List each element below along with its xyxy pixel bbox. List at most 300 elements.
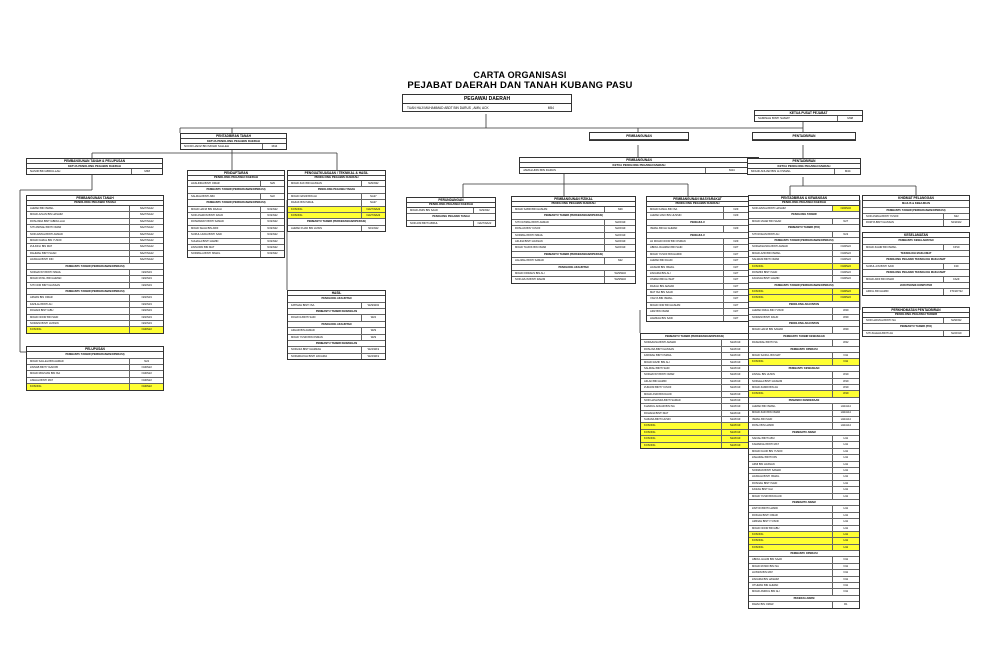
staff-name: SITI NOR BINTI HASSAN <box>30 283 60 287</box>
staff-grade: N19/N22 <box>832 251 859 256</box>
staff-grade: N22 <box>260 194 284 199</box>
staff-grade: W29/W32 <box>604 277 635 282</box>
staff-grade: N22/N19 <box>721 347 748 352</box>
chart-subtitle: PEJABAT DAERAH DAN TANAH KUBANG PASU <box>407 80 633 91</box>
staff-name: KOSONG <box>30 328 42 332</box>
staff-grade: N22/N19 <box>721 366 748 371</box>
staff-grade: N19/N22 <box>260 245 284 250</box>
unit-title: HASIL <box>288 291 385 296</box>
staff-grade: N19/N22 <box>832 244 859 249</box>
staff-name: HAMZAH BIN SAID <box>650 316 673 320</box>
staff-grade: N11 <box>832 564 859 569</box>
staff-name: FAZILAH BINTI ALI <box>30 302 53 306</box>
staff-grade: W29 <box>832 315 859 320</box>
unit-subtitle: PENOLONG PEGAWAI DAERAH <box>188 176 284 181</box>
unit-title: KHIDMAT PELANGGAN <box>863 196 969 201</box>
staff-name: PENOLONG AKAUNTAN <box>789 302 819 306</box>
unit-box <box>862 307 970 337</box>
staff-grade: KP19 <box>943 245 969 250</box>
pembangunan-kp-box <box>519 157 759 174</box>
staff-grade: N27 <box>723 271 748 276</box>
staff-name: AZHAR BIN AHMAD <box>291 329 315 333</box>
pembangunan-title: PEMBANGUNAN <box>590 133 688 140</box>
staff-name: HASNAH BINTI DIN <box>30 258 54 262</box>
unit-box <box>862 195 970 227</box>
staff-grade: N11 <box>832 577 859 582</box>
staff-name: KOSONG <box>291 213 303 217</box>
pembangunan-kp-grade: M44 <box>705 168 758 173</box>
staff-name: AISHAH BINTI MAT <box>30 378 54 382</box>
pembangunan-tanah-title: PEMBANGUNAN TANAH & PELUPUSAN <box>27 159 162 164</box>
head-grade: M54 <box>547 105 554 110</box>
head-name: TUAN HAJI MUHAMMAD ABDT BIN DARUS , AMN, ACK <box>407 105 489 110</box>
staff-name: MOHD ZAKI BIN HASSAN <box>291 181 322 185</box>
staff-name: PEMBANTU TADBIR (P/O) <box>900 325 932 329</box>
staff-grade: H11 <box>832 513 859 518</box>
staff-name: KOSONG <box>752 392 764 396</box>
staff-name: PENOLONG AKAUNTAN <box>558 265 589 269</box>
staff-name: PENOLONG PEGAWAI TEKNOLOGI MAKLUMAT <box>886 258 946 262</box>
staff-name: KOSONG <box>752 532 764 536</box>
staff-name: ISMAIL BIN SAID <box>752 417 773 421</box>
staff-name: ZAINAL BIN HUSIN <box>752 373 775 377</box>
staff-grade: H11 <box>832 545 859 550</box>
staff-grade: W29/W32 <box>361 303 385 308</box>
staff-grade: W22 <box>361 315 385 320</box>
staff-grade: N19/N22 <box>129 384 163 389</box>
staff-name: AHMAD FUAD BIN HUSIN <box>291 226 322 230</box>
staff-name: HASLINDA BINTI OMAR <box>191 181 220 185</box>
unit-subtitle: PENOLONG PEGAWAI DAERAH <box>407 203 495 208</box>
staff-grade: N19/N22 <box>260 207 284 212</box>
staff-name: MOHD NOOR BIN SAID <box>30 315 59 319</box>
staff-name: KOSONG <box>291 207 303 211</box>
staff-name: NORHIDAYAH BINTI ZAKARIA <box>291 354 328 358</box>
staff-name: ZAKARIA BIN ALI <box>650 271 671 275</box>
staff-grade: H11 <box>832 468 859 473</box>
staff-name: RAZAK BIN ISMAIL <box>291 201 314 205</box>
pembangunan-tanah-pelupusan-box <box>26 158 163 175</box>
staff-grade: FT19/FT22 <box>943 289 969 294</box>
pegawai-daerah-box <box>402 94 572 112</box>
staff-grade: N29 <box>604 207 635 212</box>
staff-grade: N11 <box>832 570 859 575</box>
staff-grade: N22/N19 <box>721 385 748 390</box>
staff-grade: NA27/NA22 <box>129 232 163 237</box>
unit-subtitle: PENOLONG PEGAWAI DAERAH <box>512 202 635 207</box>
staff-grade: NA27/NA22 <box>129 244 163 249</box>
staff-grade: F29 <box>943 264 969 269</box>
staff-name: NORAINI BINTI DAUD <box>752 315 779 319</box>
staff-name: MOHD ASRI BIN DAUD <box>644 392 672 396</box>
staff-grade: N22/N19 <box>604 226 635 231</box>
staff-name: RAHMAH BINTI SAAD <box>30 251 57 255</box>
staff-grade: N19/N22 <box>260 251 284 256</box>
staff-grade: N11 <box>832 583 859 588</box>
staff-grade: H11 <box>832 442 859 447</box>
staff-grade: N22/N19 <box>604 220 635 225</box>
unit-box <box>748 195 860 609</box>
staff-name: PEMBANTU TADBIR KEWANGAN <box>783 334 825 338</box>
staff-grade: H11 <box>832 455 859 460</box>
staff-grade: N27 <box>723 277 748 282</box>
staff-name: PENOLONG AKAUNTAN <box>321 297 352 301</box>
staff-grade: N22/N19 <box>604 239 635 244</box>
staff-row <box>27 384 163 389</box>
staff-name: PEMBANTU TADBIR (P/O) <box>788 226 820 230</box>
staff-name: JURUTEKNIK KOMPUTER <box>899 283 933 287</box>
staff-name: KOSONG <box>752 545 764 549</box>
staff-grade: N19/N22 <box>129 371 163 376</box>
staff-grade: N11 <box>832 557 859 562</box>
staff-name: ISMAIL BIN HJ AHMAD <box>650 227 678 231</box>
staff-grade: N29/N32 <box>361 181 385 186</box>
staff-grade: W19 <box>832 391 859 396</box>
staff-name: KOSONG <box>644 424 656 428</box>
staff-name: ROSLINDA BINTI ABDULLAH <box>30 219 65 223</box>
unit-box <box>287 290 386 360</box>
staff-name: PEMBANTU TADBIR (PERKERANIAN/OPERASI) <box>544 252 603 256</box>
staff-name: PEMBANTU TADBIR (PERKERANIAN/OPERASI) <box>886 208 946 212</box>
staff-grade: FA29 <box>943 277 969 282</box>
staff-grade: N29 <box>723 207 748 212</box>
staff-grade: NA27/NA22 <box>129 238 163 243</box>
staff-name: MOHD AMIN BIN SAAD <box>410 208 438 212</box>
staff-name: PEMBANTU OPERASI <box>790 347 818 351</box>
staff-name: NORMALA BINTI ISMAIL <box>191 252 221 256</box>
unit-box <box>187 170 285 258</box>
staff-name: ZULKIFLI BIN MAT <box>30 245 53 249</box>
staff-name: KOSONG <box>644 443 656 447</box>
staff-name: YAHYA BIN ISMAIL <box>650 297 673 301</box>
head-title: PEGAWAI DAERAH <box>403 95 571 104</box>
staff-name: ZAHARAH BINTI DIN <box>752 456 777 460</box>
staff-grade: H11 <box>832 526 859 531</box>
staff-name: AHMAD BIN ISMAIL <box>30 206 54 210</box>
staff-grade: H11/H14 <box>832 423 859 428</box>
staff-grade: H11 <box>832 474 859 479</box>
staff-grade: W22 <box>832 340 859 345</box>
pembangunan-kp-name: JAMALUDIN BIN DARUS <box>523 169 556 173</box>
staff-name: ABDUL RAHMAN BIN SAID <box>650 246 683 250</box>
staff-name: PENOLONG PEGAWAI TANAH <box>432 215 470 219</box>
staff-grade: NA27/NA22 <box>129 212 163 217</box>
staff-name: SALMIAH BINTI SAID <box>644 366 670 370</box>
staff-name: PENOLONG PEGAWAI TEKNOLOGI MAKLUMAT <box>886 271 946 275</box>
staff-name: PEMBANTU KESELAMATAN <box>898 239 934 243</box>
staff-name: MOHD ROSDI BIN ISA <box>752 564 779 568</box>
staff-grade: N22/N19 <box>721 340 748 345</box>
staff-name: MOHD SALLEH BIN AHMAD <box>30 359 64 363</box>
staff-grade: N19/N22 <box>832 264 859 269</box>
staff-name: MOHD KAMAL BIN ISA <box>650 207 678 211</box>
pentadbiran-tanah-box <box>180 133 287 150</box>
staff-name: MOHD NOR BIN HASHIM <box>650 303 681 307</box>
staff-name: PEMBANTU TADBIR KEWANGAN <box>315 309 358 313</box>
staff-name: HJ MOHD NOOR BIN OSMAN <box>650 239 686 243</box>
staff-grade: N22/N19 <box>604 245 635 250</box>
staff-grade: N22/N19 <box>129 295 163 300</box>
staff-name: ABDUL HALIM BIN SAAD <box>752 558 783 562</box>
staff-name: OSMAN BIN HJ MAT <box>650 278 675 282</box>
staff-name: MOHD RAZIF BIN ALI <box>644 360 670 364</box>
staff-name: NOR HASLINDA BINTI SAMAD <box>644 398 681 402</box>
staff-grade: NA27/NA22 <box>129 251 163 256</box>
staff-name: KOSONG <box>752 296 764 300</box>
staff-row <box>749 602 859 607</box>
staff-grade: N22/N19 <box>943 331 969 336</box>
staff-grade: N19/N22 <box>832 257 859 262</box>
staff-grade: H11 <box>832 532 859 537</box>
staff-grade: N19/N22 <box>260 219 284 224</box>
staff-name: NORMAH BINTI ISMAIL <box>515 233 544 237</box>
staff-grade: H11 <box>832 538 859 543</box>
staff-name: NOR ASMAH BINTI YUSOF <box>866 214 899 218</box>
staff-name: MOHD IZHAR BIN SAAD <box>752 219 782 223</box>
staff-name: PENOLONG AKAUNTAN <box>789 322 819 326</box>
staff-grade: N27 <box>723 252 748 257</box>
staff-grade: H11 <box>832 481 859 486</box>
staff-name: NOR AZIZAH BINTI HASHIM <box>752 206 786 210</box>
staff-name: KAMARIAH BINTI MAT <box>752 443 779 447</box>
staff-grade: N27 <box>723 265 748 270</box>
staff-grade: H11 <box>832 449 859 454</box>
staff-name: AZLAN BIN HAMID <box>644 379 667 383</box>
staff-name: MOHD ZAHIR BIN ISMAIL <box>866 245 897 249</box>
pembangunan-box <box>589 132 689 141</box>
staff-grade: N22/N19 <box>129 283 163 288</box>
staff-grade: N11 <box>832 589 859 594</box>
staff-name: ROZITA BINTI HASSAN <box>866 221 894 225</box>
staff-name: KHAIRUL ANUAR BIN ISA <box>644 405 675 409</box>
unit-title: KESELAMATAN <box>863 233 969 238</box>
staff-grade: N19/N22 <box>260 232 284 237</box>
staff-name: ROHANI BINTI ABU <box>30 309 54 313</box>
staff-grade: W19 <box>832 385 859 390</box>
staff-name: MOHD ZAIN BIN OMAR <box>752 411 781 415</box>
staff-name: NORLELA BINTI HASHIM <box>752 379 783 383</box>
unit-box <box>862 232 970 296</box>
staff-grade: N29 <box>723 239 748 244</box>
staff-grade: N22 <box>943 214 969 219</box>
staff-row <box>27 327 163 332</box>
staff-row <box>288 354 385 359</box>
staff-name: PEMBANTU TADBIR KEWANGAN <box>315 341 358 345</box>
staff-grade: N22/N19 <box>129 302 163 307</box>
staff-name: KOSONG <box>752 264 764 268</box>
tanah-kp-name: NOOR HAFIZ BIN MOHD SALLEH <box>184 145 229 149</box>
staff-name: PEMBANTU TADBIR (PERKERANIAN/OPERASI) <box>206 188 266 192</box>
staff-name: PEMBANTU TADBIR (PERKERANIAN/OPERASI) <box>307 220 366 224</box>
staff-name: ROSLINA BINTI HASSAN <box>644 347 674 351</box>
staff-row <box>863 289 969 294</box>
staff-name: SITI ROHANI BINTI ALI <box>752 232 780 236</box>
staff-grade: H11 <box>832 506 859 511</box>
staff-name: FARIDAH BINTI ISMAIL <box>644 354 672 358</box>
staff-name: NORHAYATI BINTI OMAR <box>644 373 675 377</box>
staff-row <box>288 226 385 231</box>
staff-grade: NA27 <box>361 200 385 205</box>
staff-name: ZAITON BINTI HAMID <box>752 507 778 511</box>
unit-title: PEMBANGUNAN TANAH <box>27 196 163 201</box>
staff-name: NOR AINI BINTI ABDUL <box>410 221 438 225</box>
staff-name: MOHD SHAH BIN ARIF <box>191 226 219 230</box>
staff-grade: N22/N19 <box>721 436 748 441</box>
staff-name: MOHD NASIR BIN ALI <box>291 194 318 198</box>
staff-name: MOHD AZLAN BIN HASHIM <box>30 213 63 217</box>
unit-title: PENTADBIRAN & KEWANGAN <box>749 196 859 201</box>
staff-name: MAT ISA BIN SAAD <box>650 291 673 295</box>
staff-name: PENOLONG PEGAWAI TANAH <box>317 188 356 192</box>
staff-name: SALWANI BINTI OMAR <box>752 258 780 262</box>
staff-grade: N29 <box>260 181 284 186</box>
staff-name: ROSNAH BINTI SAID <box>752 481 778 485</box>
staff-name: OTHMAN BIN AHMAD <box>752 584 779 588</box>
staff-name: ZAINAB BINTI YAAKOB <box>30 365 58 369</box>
staff-grade: N22/N19 <box>129 315 163 320</box>
unit-box <box>26 346 164 391</box>
unit-subtitle: PENOLONG PEGAWAI DAERAH <box>288 176 385 181</box>
pembangunan-tanah-name: NASIR BIN ABDULLAH <box>30 170 61 174</box>
staff-grade: N27 <box>723 245 748 250</box>
pentadbiran-title: PENTADBIRAN <box>753 133 855 140</box>
staff-grade: W22/W19 <box>361 347 385 352</box>
staff-name: NORHASLINDA BINTI AHMAD <box>752 245 788 249</box>
staff-name: FAIZAH BINTI ALI <box>752 488 773 492</box>
staff-grade: H11 <box>832 519 859 524</box>
staff-name: SITI AMINAH BINTI OMAR <box>30 226 62 230</box>
staff-grade: H11 <box>832 494 859 499</box>
staff-name: PEMBANTU TADBIR (PERKERANIAN/OPERASI) <box>665 334 724 338</box>
staff-grade: N22/N19 <box>129 308 163 313</box>
staff-grade: N27 <box>723 284 748 289</box>
staff-name: MOHD NOOR BIN ABU <box>752 526 780 530</box>
staff-name: SUZANA BINTI HUSIN <box>644 418 671 422</box>
chart-title: CARTA ORGANISASI <box>473 70 567 80</box>
staff-name: KOSONG <box>30 385 42 389</box>
staff-name: MOHD RIDZUAN BIN ISA <box>30 372 61 376</box>
staff-name: KOSONG <box>752 539 764 543</box>
staff-name: PEMBANTU AWAM <box>792 430 816 434</box>
staff-grade: N27 <box>723 290 748 295</box>
staff-name: SITI FATIMAH BINTI AHMAD <box>515 220 549 224</box>
staff-grade: H11/H14 <box>832 417 859 422</box>
staff-grade: N19/N22 <box>129 327 163 332</box>
ketua-pejabat-title: KETUA PUSAT PEJABAT <box>755 111 862 116</box>
pembangunan-tanah-grade: M48 <box>131 169 162 174</box>
unit-title: PENGUATKUASAAN / TEKNIKAL & HASIL <box>288 171 385 176</box>
staff-grade: N22/N19 <box>721 423 748 428</box>
staff-name: AHMAD BIN DAUD <box>650 259 673 263</box>
staff-name: NOR AZIZAH BINTI AHMAD <box>30 232 63 236</box>
staff-name: ZAINUDIN BIN MAT <box>191 245 215 249</box>
staff-name: AZIZ BIN OMAR <box>650 310 670 314</box>
staff-name: NOR AZLIN BINTI RAHIM <box>515 278 546 282</box>
unit-title: PERUNDANGAN <box>407 198 495 203</box>
staff-row <box>647 316 748 321</box>
staff-grade: N22/N19 <box>129 276 163 281</box>
staff-grade: W29 <box>832 327 859 332</box>
staff-name: HASNAH BINTI ISMAIL <box>752 475 780 479</box>
tanah-kp-title: PENTADBIRAN TANAH <box>181 134 286 139</box>
staff-grade: NA27/NA22 <box>129 219 163 224</box>
unit-title: PEMBANGUNAN MASYARAKAT <box>647 197 748 202</box>
unit-title: PENDAFTARAN <box>188 171 284 176</box>
staff-grade: N27 <box>723 296 748 301</box>
pembangunan-tanah-sub: KETUA PENOLONG PEGAWAI DAERAH <box>27 164 162 169</box>
staff-name: MOHD AMIRUL BIN ALI <box>752 590 780 594</box>
pentadbiran-box <box>752 132 856 141</box>
staff-name: HUSSIN BIN MAT <box>752 571 773 575</box>
staff-name: AHMAD ZAKI BIN HUSSIN <box>650 214 682 218</box>
staff-grade: N27 <box>723 303 748 308</box>
staff-name: AZLINA BINTI HASSAN <box>515 239 543 243</box>
staff-grade: N22/N19 <box>721 398 748 403</box>
staff-grade: NA27/NA22 <box>473 221 495 226</box>
staff-grade: N22/N19 <box>721 360 748 365</box>
staff-grade: N19/N22 <box>260 213 284 218</box>
staff-grade: N22/N19 <box>604 233 635 238</box>
staff-grade: W19 <box>832 372 859 377</box>
staff-name: TEKNOLOGI MAKLUMAT <box>900 251 932 255</box>
staff-name: PEMBANTU KEWANGAN <box>788 366 820 370</box>
unit-box <box>640 333 749 449</box>
unit-subtitle: PENOLONG PEGAWAI TANAH <box>27 201 163 206</box>
staff-name: SUHAILA BINTI HAMID <box>191 239 219 243</box>
staff-name: HALIMAH BINTI SAMAD <box>515 259 544 263</box>
staff-grade: NA27 <box>361 194 385 199</box>
staff-grade: NA27/NA22 <box>129 225 163 230</box>
staff-grade: N11 <box>832 359 859 364</box>
staff-name: FAUZIAH BINTI HAMID <box>752 277 780 281</box>
unit-box <box>511 196 636 284</box>
staff-grade: N22/N19 <box>721 404 748 409</box>
staff-name: PEKERJA AWAM <box>793 596 815 600</box>
staff-name: KOSONG <box>752 290 764 294</box>
staff-name: MOHD AZRI BIN ISMAIL <box>752 251 781 255</box>
staff-name: NOR HAFIZAH BINTI ISA <box>866 318 896 322</box>
staff-name: MOHD FIRDAUS BIN ALI <box>515 271 545 275</box>
staff-name: MAJLIS & KEBAJIKAN <box>902 202 930 206</box>
staff-name: KOSONG <box>644 437 656 441</box>
staff-name: MOHD ZAMRI BIN ALI <box>752 385 779 389</box>
pentadbiran-kp-sub: KETUA PENOLONG PEGAWAI DAERAH <box>748 164 860 169</box>
staff-grade: N22/N19 <box>721 353 748 358</box>
staff-grade: N22/N19 <box>721 430 748 435</box>
ketua-pusat-pejabat-box <box>754 110 863 122</box>
staff-grade: N19/N22 <box>943 220 969 225</box>
staff-grade: N19/N22 <box>129 378 163 383</box>
pentadbiran-kp-name: MOHD ANUAR BIN HJ ISMAIL <box>751 170 791 174</box>
staff-name: ROSLAN BIN YUSOF <box>515 227 541 231</box>
staff-grade: W29 <box>361 328 385 333</box>
staff-name: PEMBANTU TADBIR (PERKERANIAN/OPERASI) <box>774 238 834 242</box>
staff-grade: N22/N19 <box>721 372 748 377</box>
staff-name: PEMBANTU TADBIR (PERKERANIAN/OPERASI) <box>206 201 266 205</box>
staff-grade: N22/N19 <box>721 417 748 422</box>
staff-name: HASHIM BIN ISMAIL <box>650 265 675 269</box>
staff-name: MOHD ROSLI BIN AHMAD <box>30 277 62 281</box>
staff-name: NURUL HUDA BINTI SAID <box>191 233 222 237</box>
staff-name: NOR ASHIKIN BINTI DAUD <box>191 213 224 217</box>
staff-row <box>512 277 635 282</box>
staff-name: PENOLONG AKAUNTAN <box>321 322 352 326</box>
staff-grade: N27 <box>723 316 748 321</box>
staff-grade: N19/N22 <box>832 270 859 275</box>
staff-grade: H11/H14 <box>832 404 859 409</box>
staff-name: MOHD SABRI BIN HASHIM <box>515 207 548 211</box>
unit-box <box>646 196 749 322</box>
